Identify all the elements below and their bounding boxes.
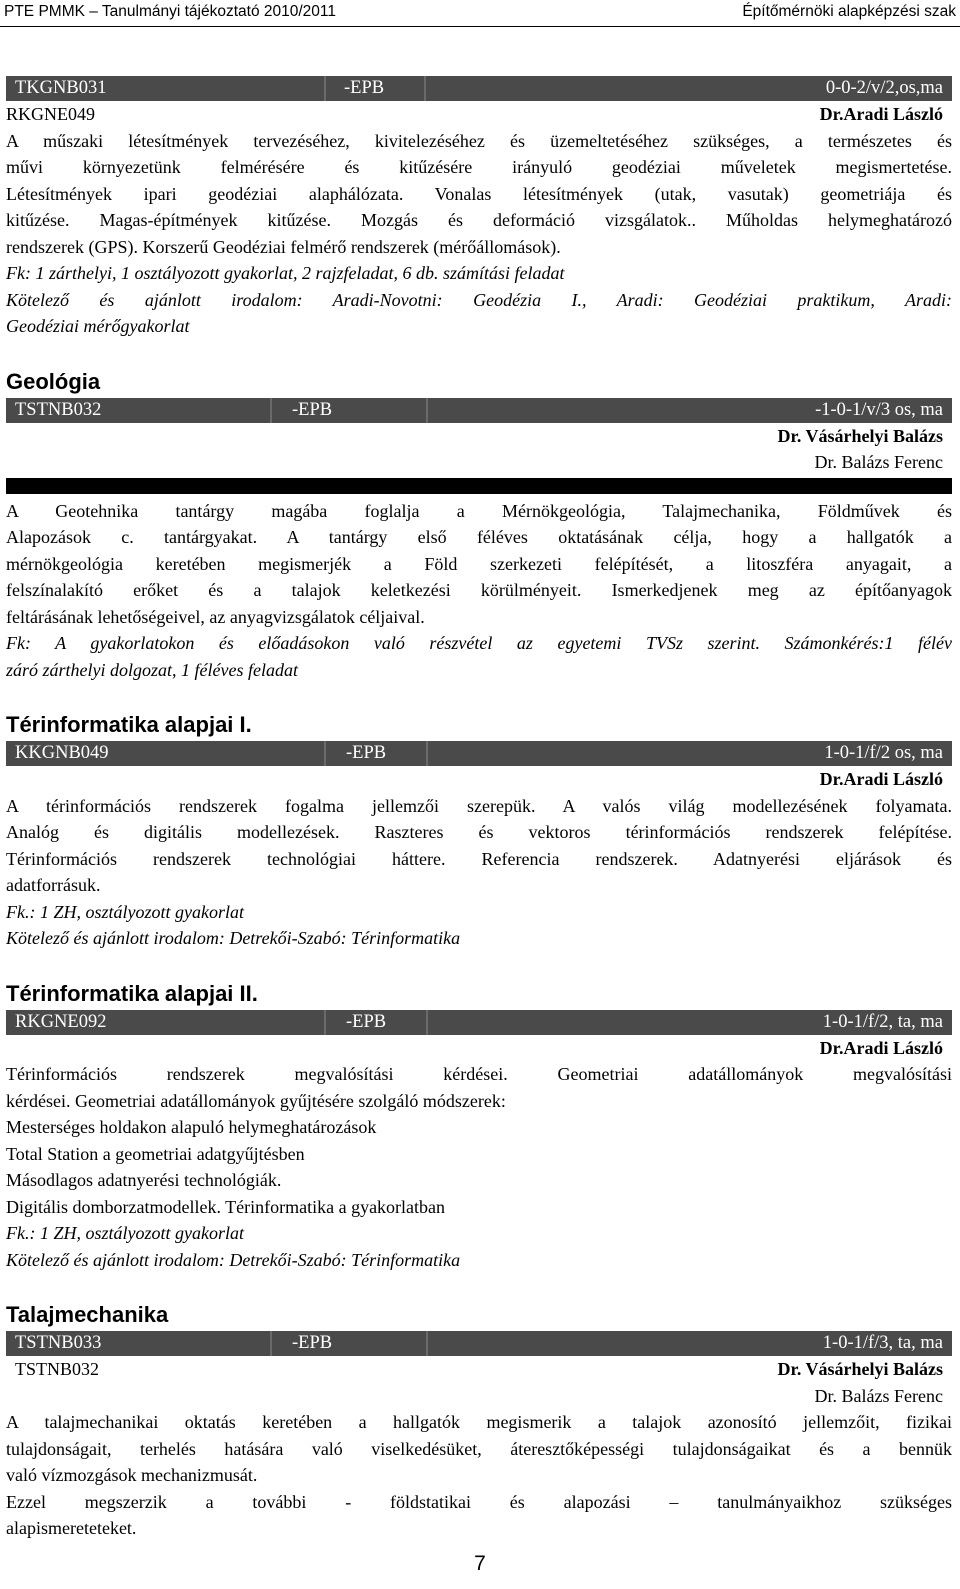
page-number: 7 <box>474 1552 486 1575</box>
lecturer: Dr.Aradi László <box>819 769 943 789</box>
black-bar <box>6 478 952 494</box>
page-header <box>0 0 960 25</box>
course-credit: 1-0-1/f/2 os, ma <box>824 743 943 763</box>
description-line: A térinformációs rendszerek fogalma jellemzői szerepük. A valós világ modellezésének folyamata. <box>6 795 952 816</box>
description-line: Alapozások c. tantárgyakat. A tantárgy első féléves oktatásának célja, hogy a hallgatók a <box>6 527 952 547</box>
bar-separator <box>324 76 326 101</box>
description-line: Digitális domborzatmodellek. Térinformatika a gyakorlatban <box>6 1196 446 1217</box>
description-line: Ezzel megszerzik a további - földstatikai és alapozási – tanulmányaikhoz szükséges <box>6 1491 952 1512</box>
description-line: feltárásának lehetőségeivel, az anyagvizsgálatok céljaival. <box>6 606 425 627</box>
literature-line: Geodéziai mérőgyakorlat <box>6 316 190 336</box>
description-line: Total Station a geometriai adatgyűjtésben <box>6 1143 305 1164</box>
course-type: -EPB <box>292 399 333 420</box>
course-credit: -1-0-1/v/3 os, ma <box>815 399 943 420</box>
course-code: TSTNB033 <box>15 1333 102 1353</box>
description-line: alapismereteteket. <box>6 1518 137 1538</box>
header-rule <box>0 26 960 27</box>
course-bar <box>6 741 952 766</box>
description-line: A Geotehnika tantárgy magába foglalja a Mérnökgeológia, Talajmechanika, Földművek és <box>6 500 952 521</box>
description-line: való vízmozgások mechanizmusát. <box>6 1465 258 1485</box>
bar-separator <box>324 741 326 766</box>
bar-separator <box>270 398 272 423</box>
requirements-line: záró zárthelyi dolgozat, 1 féléves feladat <box>6 659 298 680</box>
literature-line: Kötelező és ajánlott irodalom: Detrekői-Szabó: Térinformatika <box>6 928 461 948</box>
literature-line: Kötelező és ajánlott irodalom: Detrekői-Szabó: Térinformatika <box>6 1249 461 1270</box>
description-line: felszínalakító erőket és a talajok keletkezési körülményeit. Ismerkedjenek meg az építőanyagok <box>6 580 952 600</box>
course-title: Térinformatika alapjai I. <box>6 712 252 737</box>
prerequisite-code: TSTNB032 <box>15 1359 100 1379</box>
course-credit: 1-0-1/f/2, ta, ma <box>822 1011 943 1032</box>
description-line: kérdései. Geometriai adatállományok gyűjtésére szolgáló módszerek: <box>6 1090 506 1111</box>
bar-separator <box>270 1331 272 1356</box>
header-left: PTE PMMK – Tanulmányi tájékoztató 2010/2011 <box>4 3 337 20</box>
description-line: Analóg és digitális modellezések. Raszteres és vektoros térinformációs rendszerek felépítése. <box>6 822 952 842</box>
page-content <box>6 76 952 1542</box>
lecturer: Dr. Balázs Ferenc <box>814 1385 943 1406</box>
bar-separator <box>426 1010 428 1035</box>
lecturer: Dr. Vásárhelyi Balázs <box>777 1359 943 1379</box>
description-line: A talajmechanikai oktatás keretében a hallgatók megismerik a talajok azonosító jellemzőit, fizikai <box>6 1412 952 1432</box>
bar-separator <box>426 398 428 423</box>
course-bar <box>6 1331 952 1356</box>
course-title: Talajmechanika <box>6 1302 169 1327</box>
description-line: adatforrásuk. <box>6 875 101 895</box>
description-line: Térinformációs rendszerek technológiai háttere. Referencia rendszerek. Adatnyerési eljárások és <box>6 848 952 869</box>
description-line: mérnökgeológia keretében megismerjék a Föld szerkezeti felépítését, a litoszféra anyagait, a <box>6 553 952 574</box>
bar-separator <box>324 1010 326 1035</box>
course-type: -EPB <box>344 78 385 98</box>
description-line: Létesítmények ipari geodéziai alaphálózata. Vonalas létesítmények (utak, vasutak) geometriája és <box>6 183 952 204</box>
course-code: RKGNE092 <box>15 1011 107 1032</box>
bar-separator <box>426 741 428 766</box>
description-line: Térinformációs rendszerek megvalósítási kérdései. Geometriai adatállományok megvalósítási <box>6 1064 952 1084</box>
course-code: KKGNB049 <box>15 743 109 763</box>
course-code: TKGNB031 <box>15 78 107 98</box>
description-line: Mesterséges holdakon alapuló helymeghatározások <box>6 1117 377 1137</box>
course-type: -EPB <box>292 1333 333 1353</box>
bar-separator <box>424 76 426 101</box>
description-line: kitűzése. Magas-építmények kitűzése. Mozgás és deformáció vizsgálatok.. Műholdas helymeghatározó <box>6 210 952 230</box>
lecturer: Dr. Balázs Ferenc <box>814 452 943 472</box>
course-credit: 1-0-1/f/3, ta, ma <box>822 1333 943 1353</box>
course-title: Geológia <box>6 368 101 394</box>
description-line: Másodlagos adatnyerési technológiák. <box>6 1170 282 1190</box>
requirements-line: Fk.: 1 ZH, osztályozott gyakorlat <box>6 1223 244 1243</box>
description-line: A műszaki létesítmények tervezéséhez, kivitelezéséhez és üzemeltetéséhez szükséges, a természetes és <box>6 130 952 151</box>
course-bar <box>6 398 952 423</box>
course-title: Térinformatika alapjai II. <box>6 980 258 1006</box>
bar-separator <box>426 1331 428 1356</box>
course-bar <box>6 1010 952 1035</box>
lecturer: Dr. Vásárhelyi Balázs <box>777 425 943 446</box>
lecturer: Dr.Aradi László <box>819 104 943 124</box>
requirements-line: Fk: 1 zárthelyi, 1 osztályozott gyakorlat, 2 rajzfeladat, 6 db. számítási feladat <box>6 263 565 283</box>
course-credit: 0-0-2/v/2,os,ma <box>825 78 943 98</box>
course-code: TSTNB032 <box>15 399 102 420</box>
header-right: Építőmérnöki alapképzési szak <box>742 3 956 20</box>
course-bar <box>6 76 952 101</box>
prerequisite-code: RKGNE049 <box>6 104 95 124</box>
course-type: -EPB <box>346 1011 387 1032</box>
course-type: -EPB <box>346 743 387 763</box>
description-line: tulajdonságait, terhelés hatására való viselkedésüket, áteresztőképességi tulajdonságaikat és a bennük <box>6 1438 952 1459</box>
requirements-line: Fk.: 1 ZH, osztályozott gyakorlat <box>6 901 244 922</box>
requirements-line: Fk: A gyakorlatokon és előadásokon való részvétel az egyetemi TVSz szerint. Számonkérés:1 félév <box>6 633 952 653</box>
literature-line: Kötelező és ajánlott irodalom: Aradi-Novotni: Geodézia I., Aradi: Geodéziai praktikum, Aradi: <box>6 289 952 310</box>
description-line: rendszerek (GPS). Korszerű Geodéziai felmérő rendszerek (mérőállomások). <box>6 236 561 257</box>
lecturer: Dr.Aradi László <box>819 1037 943 1058</box>
description-line: művi környezetünk felmérésére és kitűzésére irányuló geodéziai műveletek megismertetése. <box>6 157 952 177</box>
